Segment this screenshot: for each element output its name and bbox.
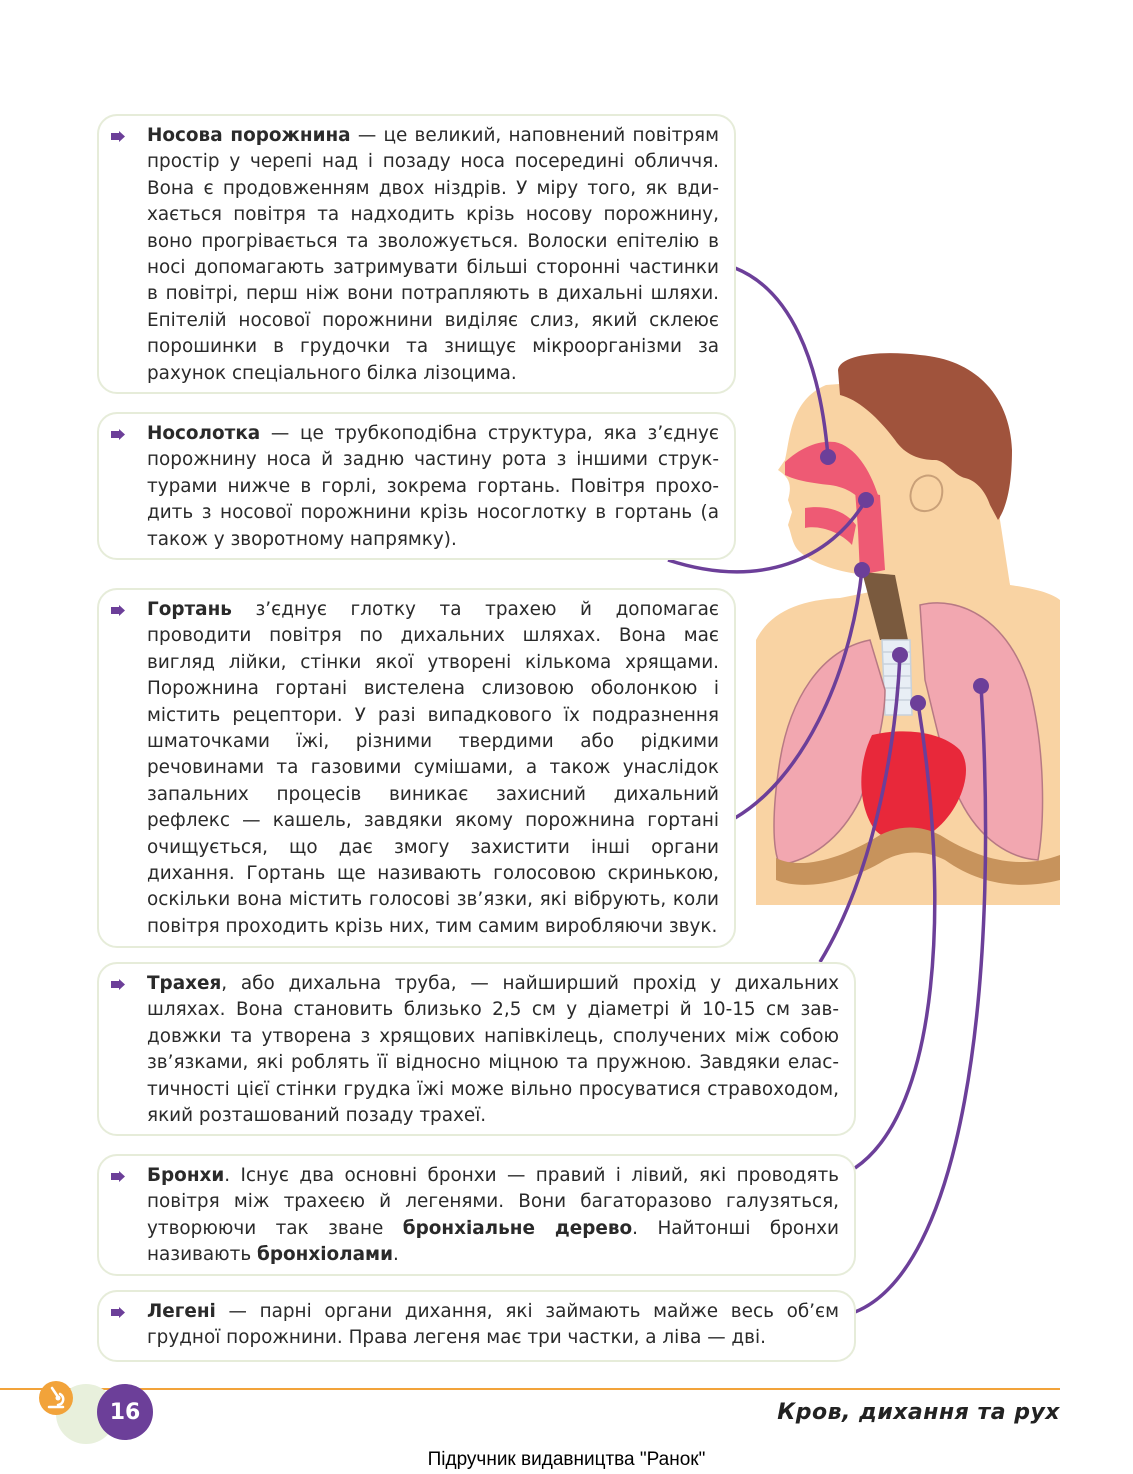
- marker-trachea: [892, 647, 908, 663]
- publisher-note: Підручник видавництва "Ранок": [427, 1449, 706, 1470]
- trachea-text: Трахея, або дихальна труба, — найширший прохід у дихальних шляхах. Вона становить близько 2,5 см у діаметрі й 10-15 см завдовжки та утворена з хрящових напівкілець, сполучених між собою зв’язками, які роблять її відносно міцною та пружною. Завдяки еластичності цієї стінки грудка їжі може вільно просуватися стравоходом, який розташований позаду трахеї.: [147, 973, 839, 1127]
- section-bronchi: [97, 1154, 856, 1276]
- term: Носова порожнина: [147, 125, 351, 146]
- marker-nasopharynx: [858, 492, 874, 508]
- term: Легені: [147, 1301, 216, 1322]
- page-number: 16: [97, 1384, 153, 1440]
- bronchi-text: Бронхи. Існує два основні бронхи — правий і лівий, які проводять повітря між трахеєю й легенями. Вони багаторазово галузяться, утворюючи так зване бронхіальне дерево. Найтонші бронхи називають бронхіолами.: [147, 1165, 839, 1266]
- arrow-bullet-icon: [111, 1171, 125, 1182]
- term: Носолотка: [147, 423, 261, 444]
- section-lungs: [97, 1290, 856, 1362]
- marker-larynx: [854, 562, 870, 578]
- chapter-title: Кров, дихання та рух: [777, 1400, 1060, 1425]
- marker-bronchi: [910, 695, 926, 711]
- arrow-bullet-icon: [111, 429, 125, 440]
- marker-nasal: [820, 449, 836, 465]
- arrow-bullet-icon: [111, 979, 125, 990]
- lungs-text: Легені — парні органи дихання, які займають майже весь об’єм грудної порожнини. Права легеня має три частки, а ліва — дві.: [147, 1301, 839, 1349]
- marker-lungs: [973, 678, 989, 694]
- nasopharynx-text: Носолотка — це трубкоподібна структура, яка з’єднує порожнину носа й задню частину рота з іншими структурами нижче в горлі, зокрема гортань. Повітря проходить з носової порожнини крізь носоглотку в гортань (а також у зворотному напрямку).: [147, 423, 719, 550]
- section-nasal-cavity: [97, 114, 736, 394]
- microscope-icon: [38, 1380, 74, 1416]
- ear: [910, 476, 942, 512]
- section-larynx: [97, 588, 736, 948]
- footer-divider: [0, 1388, 1060, 1390]
- larynx-text: Гортань з’єднує глотку та трахею й допомагає проводити повітря по дихальних шляхах. Вона має вигляд лійки, стінки якої утворені кількома хрящами. Порожнина гортані вистелена слизовою оболонкою і містить рецептори. У разі випадкового їх подразнення шматочками їжі, різними твердими або рідкими речовинами та газовими сумішами, а також унаслідок запальних процесів виникає захисний дихальний рефлекс — кашель, завдяки якому порожнина гортані очищується, що дає змогу захистити інші органи дихання. Гортань ще називають голосовою скринькою, оскільки вона містить голосові зв’язки, які вібрують, коли повітря проходить крізь них, тим самим виробляючи звук.: [147, 599, 719, 937]
- term: Бронхи: [147, 1165, 225, 1186]
- arrow-bullet-icon: [111, 1307, 125, 1318]
- nasal-cavity-text: Носова порожнина — це великий, наповнений повітрям простір у черепі над і позаду носа посередині обличчя. Вона є продовженням двох ніздрів. У міру того, як вдихається повітря та надходить крізь носову порожнину, воно прогрівається та зволожується. Волоски епітелію в носі допомагають затримувати більші сторонні частинки в повітрі, перш ніж вони потрапляють в дихальні шляхи. Епітелій носової порожнини виділяє слиз, який склеює порошинки в грудочки та знищує мікроорганізми за рахунок спеціального білка лізоцима.: [147, 125, 719, 384]
- arrow-bullet-icon: [111, 605, 125, 616]
- section-trachea: [97, 962, 856, 1136]
- arrow-bullet-icon: [111, 131, 125, 142]
- section-nasopharynx: [97, 412, 736, 560]
- term: Гортань: [147, 599, 232, 620]
- term: Трахея: [147, 973, 222, 994]
